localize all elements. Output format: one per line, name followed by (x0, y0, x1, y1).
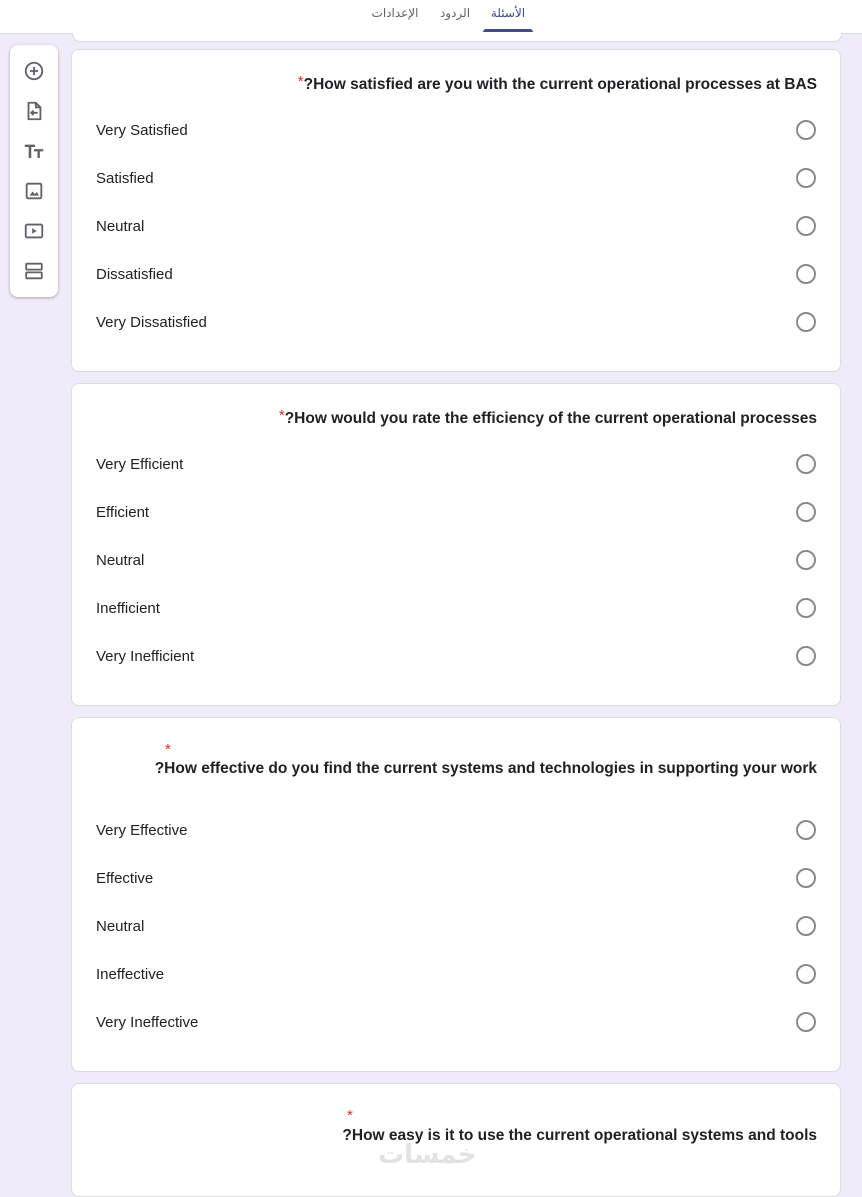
option-row[interactable] (96, 1010, 816, 1034)
radio-button[interactable] (796, 1012, 816, 1032)
option-row[interactable] (96, 452, 816, 476)
title-text-icon (23, 140, 45, 162)
add-section-button[interactable] (20, 257, 48, 285)
option-label: Very Satisfied (96, 121, 188, 139)
radio-button[interactable] (796, 168, 816, 188)
import-questions-button[interactable] (20, 97, 48, 125)
option-label: Very Dissatisfied (96, 313, 207, 331)
option-row[interactable] (96, 962, 816, 986)
option-row[interactable] (96, 262, 816, 286)
option-label: Very Effective (96, 821, 188, 839)
required-asterisk: * (165, 741, 171, 758)
add-video-button[interactable] (20, 217, 48, 245)
tab-questions[interactable]: الأسئلة (490, 6, 526, 20)
option-row[interactable] (96, 548, 816, 572)
option-label: Ineffective (96, 965, 165, 983)
option-label: Very Ineffective (96, 1013, 199, 1031)
add-circle-icon (23, 60, 45, 82)
question-card[interactable] (71, 717, 841, 1072)
required-asterisk: * (278, 407, 285, 424)
option-label: Efficient (96, 503, 150, 521)
floating-toolbar (10, 45, 58, 297)
radio-button[interactable] (796, 264, 816, 284)
required-asterisk: * (347, 1107, 353, 1124)
option-label: Neutral (96, 917, 145, 935)
radio-button[interactable] (796, 120, 816, 140)
option-row[interactable] (96, 166, 816, 190)
question-title: ?How easy is it to use the current operational systems and tools (342, 1127, 817, 1144)
top-tab-bar (0, 0, 862, 34)
radio-button[interactable] (796, 550, 816, 570)
tab-responses[interactable]: الردود (439, 6, 471, 20)
radio-button[interactable] (796, 502, 816, 522)
radio-button[interactable] (796, 868, 816, 888)
option-row[interactable] (96, 310, 816, 334)
image-icon (23, 180, 45, 202)
radio-button[interactable] (796, 598, 816, 618)
option-row[interactable] (96, 914, 816, 938)
previous-card-edge (72, 33, 842, 42)
option-row[interactable] (96, 596, 816, 620)
option-row[interactable] (96, 818, 816, 842)
question-card[interactable] (71, 383, 841, 706)
option-label: Neutral (96, 217, 145, 235)
video-icon (23, 220, 45, 242)
active-tab-indicator (483, 29, 533, 32)
add-title-button[interactable] (20, 137, 48, 165)
option-row[interactable] (96, 866, 816, 890)
option-label: Inefficient (96, 599, 160, 617)
option-label: Very Efficient (96, 455, 184, 473)
option-label: Satisfied (96, 169, 154, 187)
question-title: ?How effective do you find the current systems and technologies in supporting your work (154, 760, 817, 777)
radio-button[interactable] (796, 454, 816, 474)
radio-button[interactable] (796, 646, 816, 666)
radio-button[interactable] (796, 820, 816, 840)
add-image-button[interactable] (20, 177, 48, 205)
option-label: Neutral (96, 551, 145, 569)
question-card[interactable] (71, 49, 841, 372)
radio-button[interactable] (796, 916, 816, 936)
radio-button[interactable] (796, 312, 816, 332)
radio-button[interactable] (796, 216, 816, 236)
question-title: *?How satisfied are you with the current operational processes at BAS (297, 73, 817, 93)
watermark: خمسات (378, 1140, 477, 1170)
import-questions-icon (23, 100, 45, 122)
option-row[interactable] (96, 118, 816, 142)
tab-settings[interactable]: الإعدادات (371, 6, 419, 20)
option-row[interactable] (96, 214, 816, 238)
option-label: Dissatisfied (96, 265, 173, 283)
add-question-button[interactable] (20, 57, 48, 85)
required-asterisk: * (297, 73, 304, 90)
radio-button[interactable] (796, 964, 816, 984)
option-row[interactable] (96, 500, 816, 524)
question-title: *?How would you rate the efficiency of the current operational processes (278, 407, 817, 427)
section-icon (23, 260, 45, 282)
option-row[interactable] (96, 644, 816, 668)
option-label: Effective (96, 869, 154, 887)
option-label: Very Inefficient (96, 647, 195, 665)
